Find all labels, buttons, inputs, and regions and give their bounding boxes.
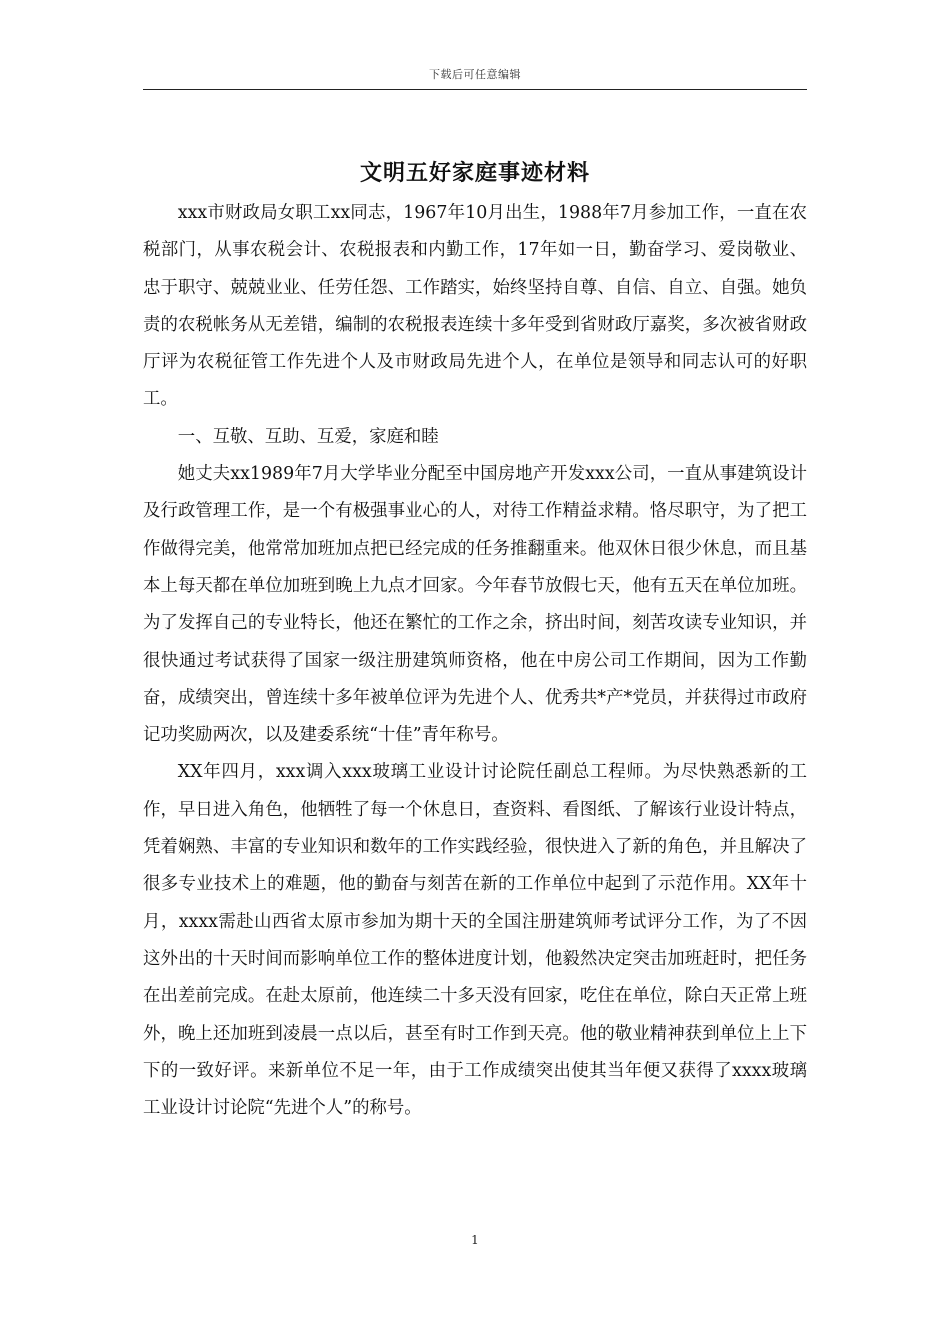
header-divider [143,89,807,90]
page-number: 1 [471,1233,479,1247]
document-title: 文明五好家庭事迹材料 [359,160,590,186]
section-heading: 一、互敬、互助、互爱，家庭和睦 [177,426,439,447]
body-paragraph: XX年四月，xxx调入xxx玻璃工业设计讨论院任副总工程师。为尽快熟悉新的工作，早日进入角色，他牺牲了每一个休息日，查资料、看图纸、了解该行业设计特点，凭着娴熟、丰富的专业知识和数年的工作实践经验，很快进入了新的角色，并且解决了很多专业技术上的难题，他的勤奋与刻苦在新的工作单位中起到了示范作用。XX年十月，xxxx需赴山西省太原市参加为期十天的全国注册建筑师考试评分工作，为了不因这外出的十天时间而影响单位工作的整体进度计划，他毅然决定突击加班赶时，把任务在出差前完成。在赴太原前，他连续二十多天没有回家，吃住在单位，除白天正常上班外，晚上还加班到凌晨一点以后，甚至有时工作到天亮。他的敬业精神获到单位上上下下的一致好评。来新单位不足一年，由于工作成绩突出使其当年便又获得了xxxx玻璃工业设计讨论院“先进个人”的称号。 [143,762,807,1119]
body-paragraph: xxx市财政局女职工xx同志，1967年10月出生，1988年7月参加工作，一直在农税部门，从事农税会计、农税报表和内勤工作，17年如一日，勤奋学习、爱岗敬业、忠于职守、兢兢业业、任劳任怨、工作踏实，始终坚持自尊、自信、自立、自强。她负责的农税帐务从无差错，编制的农税报表连续十多年受到省财政厅嘉奖，多次被省财政厅评为农税征管工作先进个人及市财政局先进个人，在单位是领导和同志认可的好职工。 [143,203,807,410]
body-paragraph: 她丈夫xx1989年7月大学毕业分配至中国房地产开发xxx公司，一直从事建筑设计及行政管理工作，是一个有极强事业心的人，对待工作精益求精。恪尽职守，为了把工作做得完美，他常常加班加点把已经完成的任务推翻重来。他双休日很少休息，而且基本上每天都在单位加班到晚上九点才回家。今年春节放假七天，他有五天在单位加班。为了发挥自己的专业特长，他还在繁忙的工作之余，挤出时间，刻苦攻读专业知识，并很快通过考试获得了国家一级注册建筑师资格，他在中房公司工作期间，因为工作勤奋，成绩突出，曾连续十多年被单位评为先进个人、优秀共*产*党员，并获得过市政府记功奖励两次，以及建委系统“十佳”青年称号。 [143,464,807,746]
document-body [143,195,807,1127]
header-note: 下载后可任意编辑 [429,68,521,81]
